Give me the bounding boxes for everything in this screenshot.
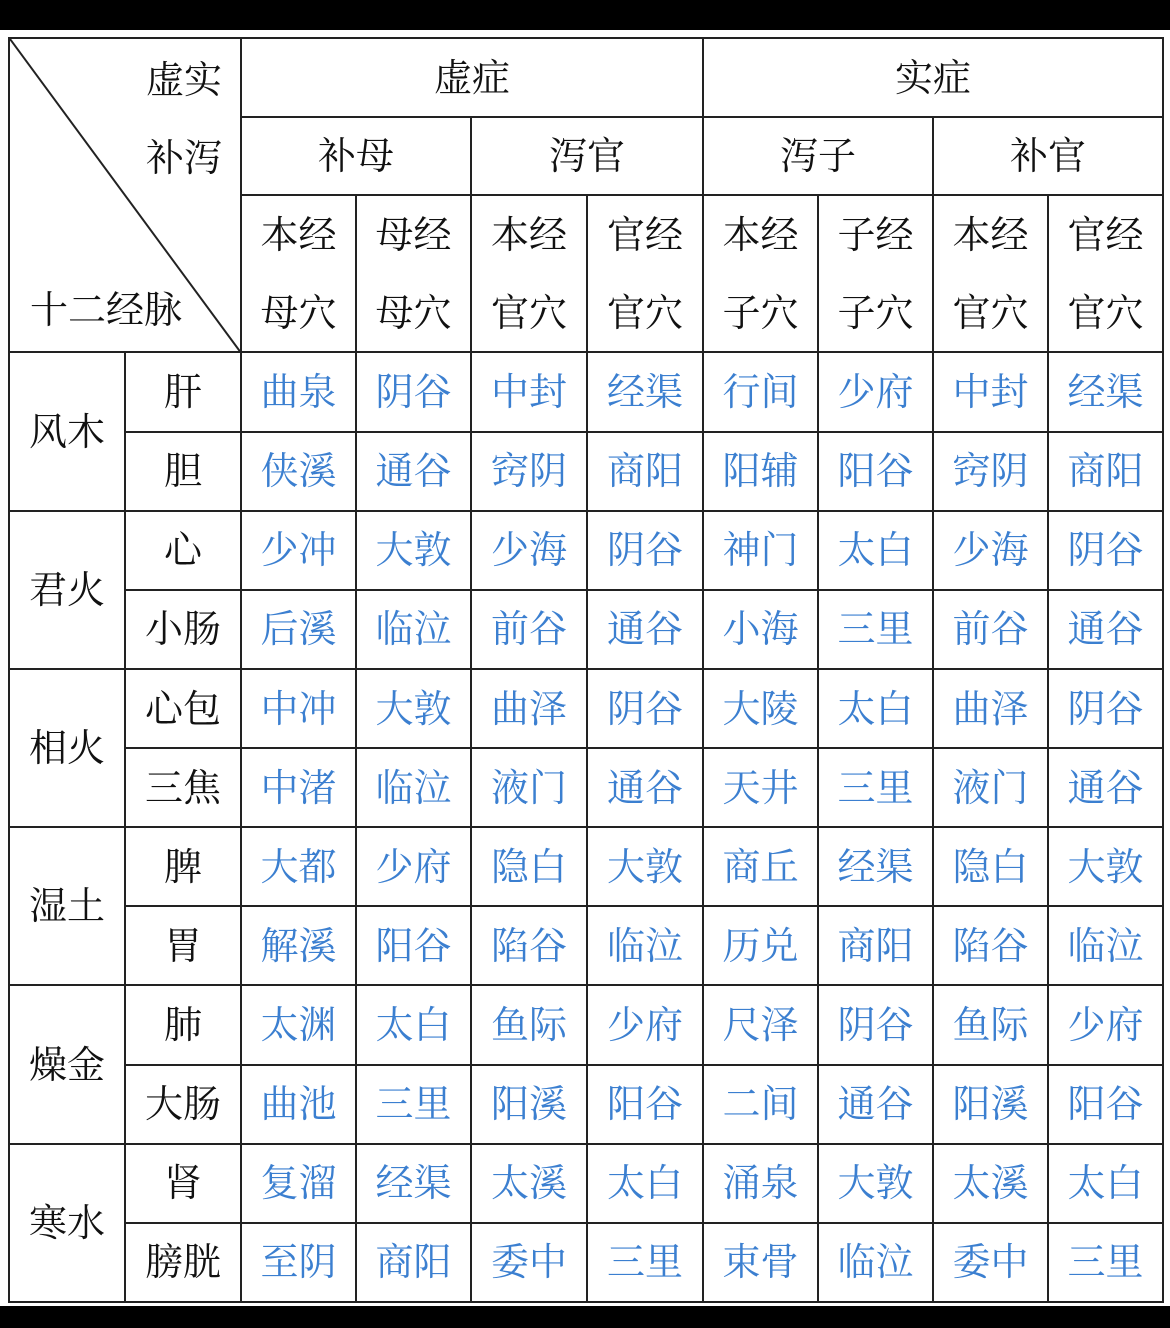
element-cell: 相火 xyxy=(9,669,125,827)
acupoint-cell: 大敦 xyxy=(356,669,471,748)
acupoint-cell: 商阳 xyxy=(818,906,933,985)
acupoint-cell: 小海 xyxy=(703,590,818,669)
acupoint-cell: 中渚 xyxy=(241,748,356,827)
acupoint-cell: 三里 xyxy=(818,748,933,827)
header-method: 泻官 xyxy=(471,117,703,195)
table-row xyxy=(9,985,1163,1064)
acupoint-cell: 中封 xyxy=(471,352,587,431)
acupoint-cell: 阴谷 xyxy=(1048,669,1163,748)
acupoint-cell: 通谷 xyxy=(818,1065,933,1144)
acupoint-cell: 阳溪 xyxy=(471,1065,587,1144)
column-header xyxy=(1048,195,1163,352)
acupoint-cell: 少海 xyxy=(933,511,1048,590)
column-header-point-type: 母穴 xyxy=(375,290,452,335)
acupoint-cell: 阳谷 xyxy=(1048,1065,1163,1144)
meridian-cell: 心 xyxy=(125,511,241,590)
corner-label-deficiency-excess: 虚实 xyxy=(145,58,222,102)
acupoint-cell: 太白 xyxy=(587,1144,703,1223)
corner-header-cell xyxy=(9,38,241,352)
header-method: 泻子 xyxy=(703,117,933,195)
acupoint-cell: 三里 xyxy=(818,590,933,669)
column-header-stack xyxy=(704,196,817,351)
table-sheet xyxy=(0,30,1170,1306)
column-header-meridian: 本经 xyxy=(722,213,799,258)
table-row xyxy=(9,1144,1163,1223)
column-header-stack xyxy=(934,196,1047,351)
acupoint-cell: 鱼际 xyxy=(471,985,587,1064)
column-header-meridian: 官经 xyxy=(1067,213,1144,258)
acupoint-cell: 太白 xyxy=(356,985,471,1064)
column-header-stack xyxy=(242,196,355,351)
column-header xyxy=(587,195,703,352)
acupoint-cell: 通谷 xyxy=(356,432,471,511)
acupoint-cell: 二间 xyxy=(703,1065,818,1144)
column-header-stack xyxy=(1049,196,1162,351)
acupoint-cell: 少冲 xyxy=(241,511,356,590)
acupoint-cell: 涌泉 xyxy=(703,1144,818,1223)
acupoint-cell: 曲泉 xyxy=(241,352,356,431)
acupoint-cell: 商阳 xyxy=(356,1223,471,1302)
acupoint-cell: 阳溪 xyxy=(933,1065,1048,1144)
acupoint-cell: 前谷 xyxy=(933,590,1048,669)
element-cell: 君火 xyxy=(9,511,125,669)
element-cell: 燥金 xyxy=(9,985,125,1143)
acupoint-cell: 阴谷 xyxy=(587,669,703,748)
acupoint-cell: 临泣 xyxy=(818,1223,933,1302)
acupoint-cell: 阴谷 xyxy=(356,352,471,431)
table-row xyxy=(9,511,1163,590)
acupoint-cell: 临泣 xyxy=(1048,906,1163,985)
acupoint-cell: 少海 xyxy=(471,511,587,590)
column-header-meridian: 本经 xyxy=(260,213,337,258)
acupoint-cell: 委中 xyxy=(933,1223,1048,1302)
acupoint-cell: 大陵 xyxy=(703,669,818,748)
acupoint-cell: 后溪 xyxy=(241,590,356,669)
acupoint-cell: 隐白 xyxy=(471,827,587,906)
acupoint-cell: 曲池 xyxy=(241,1065,356,1144)
column-header xyxy=(356,195,471,352)
acupoint-cell: 天井 xyxy=(703,748,818,827)
column-header-stack xyxy=(819,196,932,351)
header-deficiency-syndrome: 虚症 xyxy=(241,38,703,117)
column-header-point-type: 官穴 xyxy=(952,290,1029,335)
header-row-syndrome xyxy=(9,38,1163,117)
acupoint-cell: 太渊 xyxy=(241,985,356,1064)
acupoint-cell: 陷谷 xyxy=(471,906,587,985)
table-row xyxy=(9,906,1163,985)
acupoint-cell: 通谷 xyxy=(1048,590,1163,669)
acupoint-cell: 商阳 xyxy=(1048,432,1163,511)
acupoint-cell: 历兑 xyxy=(703,906,818,985)
column-header-meridian: 本经 xyxy=(952,213,1029,258)
table-row xyxy=(9,1223,1163,1302)
element-cell: 风木 xyxy=(9,352,125,510)
acupoint-cell: 阴谷 xyxy=(1048,511,1163,590)
table-row xyxy=(9,748,1163,827)
column-header xyxy=(703,195,818,352)
acupoint-cell: 阴谷 xyxy=(818,985,933,1064)
acupoint-cell: 液门 xyxy=(471,748,587,827)
acupoint-cell: 隐白 xyxy=(933,827,1048,906)
table-row xyxy=(9,1065,1163,1144)
acupoint-cell: 行间 xyxy=(703,352,818,431)
column-header xyxy=(818,195,933,352)
acupoint-cell: 至阴 xyxy=(241,1223,356,1302)
column-header-point-type: 子穴 xyxy=(722,290,799,335)
acupoint-cell: 商丘 xyxy=(703,827,818,906)
acupoint-cell: 临泣 xyxy=(587,906,703,985)
column-header-meridian: 官经 xyxy=(607,213,684,258)
acupoint-cell: 侠溪 xyxy=(241,432,356,511)
acupoint-cell: 少府 xyxy=(1048,985,1163,1064)
acupoint-cell: 曲泽 xyxy=(933,669,1048,748)
acupoint-cell: 阴谷 xyxy=(587,511,703,590)
table-row xyxy=(9,432,1163,511)
column-header xyxy=(241,195,356,352)
header-method: 补母 xyxy=(241,117,471,195)
meridian-cell: 胃 xyxy=(125,906,241,985)
acupoint-cell: 曲泽 xyxy=(471,669,587,748)
meridian-cell: 心包 xyxy=(125,669,241,748)
column-header-point-type: 官穴 xyxy=(490,290,567,335)
acupoint-cell: 临泣 xyxy=(356,590,471,669)
table-row xyxy=(9,352,1163,431)
header-excess-syndrome: 实症 xyxy=(703,38,1163,117)
column-header-meridian: 子经 xyxy=(837,213,914,258)
column-header-point-type: 官穴 xyxy=(607,290,684,335)
column-header-point-type: 子穴 xyxy=(837,290,914,335)
acupoint-cell: 三里 xyxy=(356,1065,471,1144)
meridian-cell: 肺 xyxy=(125,985,241,1064)
corner-label-twelve-meridians: 十二经脉 xyxy=(30,288,183,333)
acupoint-cell: 液门 xyxy=(933,748,1048,827)
meridian-cell: 肝 xyxy=(125,352,241,431)
header-method: 补官 xyxy=(933,117,1163,195)
acupoint-cell: 少府 xyxy=(818,352,933,431)
acupoint-cell: 阳辅 xyxy=(703,432,818,511)
acupoint-cell: 大都 xyxy=(241,827,356,906)
acupoint-cell: 太白 xyxy=(818,669,933,748)
acupoint-cell: 大敦 xyxy=(356,511,471,590)
acupoint-cell: 商阳 xyxy=(587,432,703,511)
acupoint-cell: 委中 xyxy=(471,1223,587,1302)
acupoint-cell: 通谷 xyxy=(1048,748,1163,827)
column-header-meridian: 母经 xyxy=(375,213,452,258)
meridian-cell: 肾 xyxy=(125,1144,241,1223)
corner-label-tonify-sedate: 补泻 xyxy=(145,136,222,180)
acupoint-cell: 复溜 xyxy=(241,1144,356,1223)
table-row xyxy=(9,827,1163,906)
table-row xyxy=(9,669,1163,748)
column-header-stack xyxy=(588,196,702,351)
acupoint-cell: 三里 xyxy=(1048,1223,1163,1302)
acupoint-cell: 通谷 xyxy=(587,590,703,669)
meridian-cell: 大肠 xyxy=(125,1065,241,1144)
acupoint-cell: 尺泽 xyxy=(703,985,818,1064)
table-body xyxy=(9,38,1163,1302)
column-header-stack xyxy=(472,196,586,351)
acupoint-cell: 阳谷 xyxy=(587,1065,703,1144)
acupoint-cell: 少府 xyxy=(587,985,703,1064)
acupoint-cell: 经渠 xyxy=(818,827,933,906)
column-header-point-type: 官穴 xyxy=(1067,290,1144,335)
acupoint-cell: 少府 xyxy=(356,827,471,906)
column-header xyxy=(933,195,1048,352)
element-cell: 湿土 xyxy=(9,827,125,985)
table-row xyxy=(9,590,1163,669)
acupoint-cell: 窍阴 xyxy=(471,432,587,511)
acupoint-cell: 经渠 xyxy=(1048,352,1163,431)
acupoint-table xyxy=(8,37,1164,1303)
meridian-cell: 膀胱 xyxy=(125,1223,241,1302)
acupoint-cell: 大敦 xyxy=(818,1144,933,1223)
acupoint-cell: 经渠 xyxy=(587,352,703,431)
acupoint-cell: 通谷 xyxy=(587,748,703,827)
column-header xyxy=(471,195,587,352)
acupoint-cell: 太溪 xyxy=(933,1144,1048,1223)
column-header-stack xyxy=(357,196,470,351)
acupoint-cell: 太溪 xyxy=(471,1144,587,1223)
column-header-meridian: 本经 xyxy=(490,213,567,258)
acupoint-cell: 三里 xyxy=(587,1223,703,1302)
acupoint-cell: 解溪 xyxy=(241,906,356,985)
meridian-cell: 小肠 xyxy=(125,590,241,669)
acupoint-cell: 窍阴 xyxy=(933,432,1048,511)
acupoint-cell: 神门 xyxy=(703,511,818,590)
meridian-cell: 三焦 xyxy=(125,748,241,827)
acupoint-cell: 临泣 xyxy=(356,748,471,827)
acupoint-cell: 前谷 xyxy=(471,590,587,669)
column-header-point-type: 母穴 xyxy=(260,290,337,335)
element-cell: 寒水 xyxy=(9,1144,125,1302)
acupoint-cell: 束骨 xyxy=(703,1223,818,1302)
acupoint-cell: 阳谷 xyxy=(818,432,933,511)
meridian-cell: 脾 xyxy=(125,827,241,906)
acupoint-cell: 太白 xyxy=(1048,1144,1163,1223)
acupoint-cell: 中封 xyxy=(933,352,1048,431)
acupoint-cell: 鱼际 xyxy=(933,985,1048,1064)
acupoint-cell: 阳谷 xyxy=(356,906,471,985)
acupoint-cell: 中冲 xyxy=(241,669,356,748)
acupoint-cell: 大敦 xyxy=(587,827,703,906)
acupoint-cell: 大敦 xyxy=(1048,827,1163,906)
acupoint-cell: 太白 xyxy=(818,511,933,590)
meridian-cell: 胆 xyxy=(125,432,241,511)
acupoint-cell: 经渠 xyxy=(356,1144,471,1223)
acupoint-cell: 陷谷 xyxy=(933,906,1048,985)
